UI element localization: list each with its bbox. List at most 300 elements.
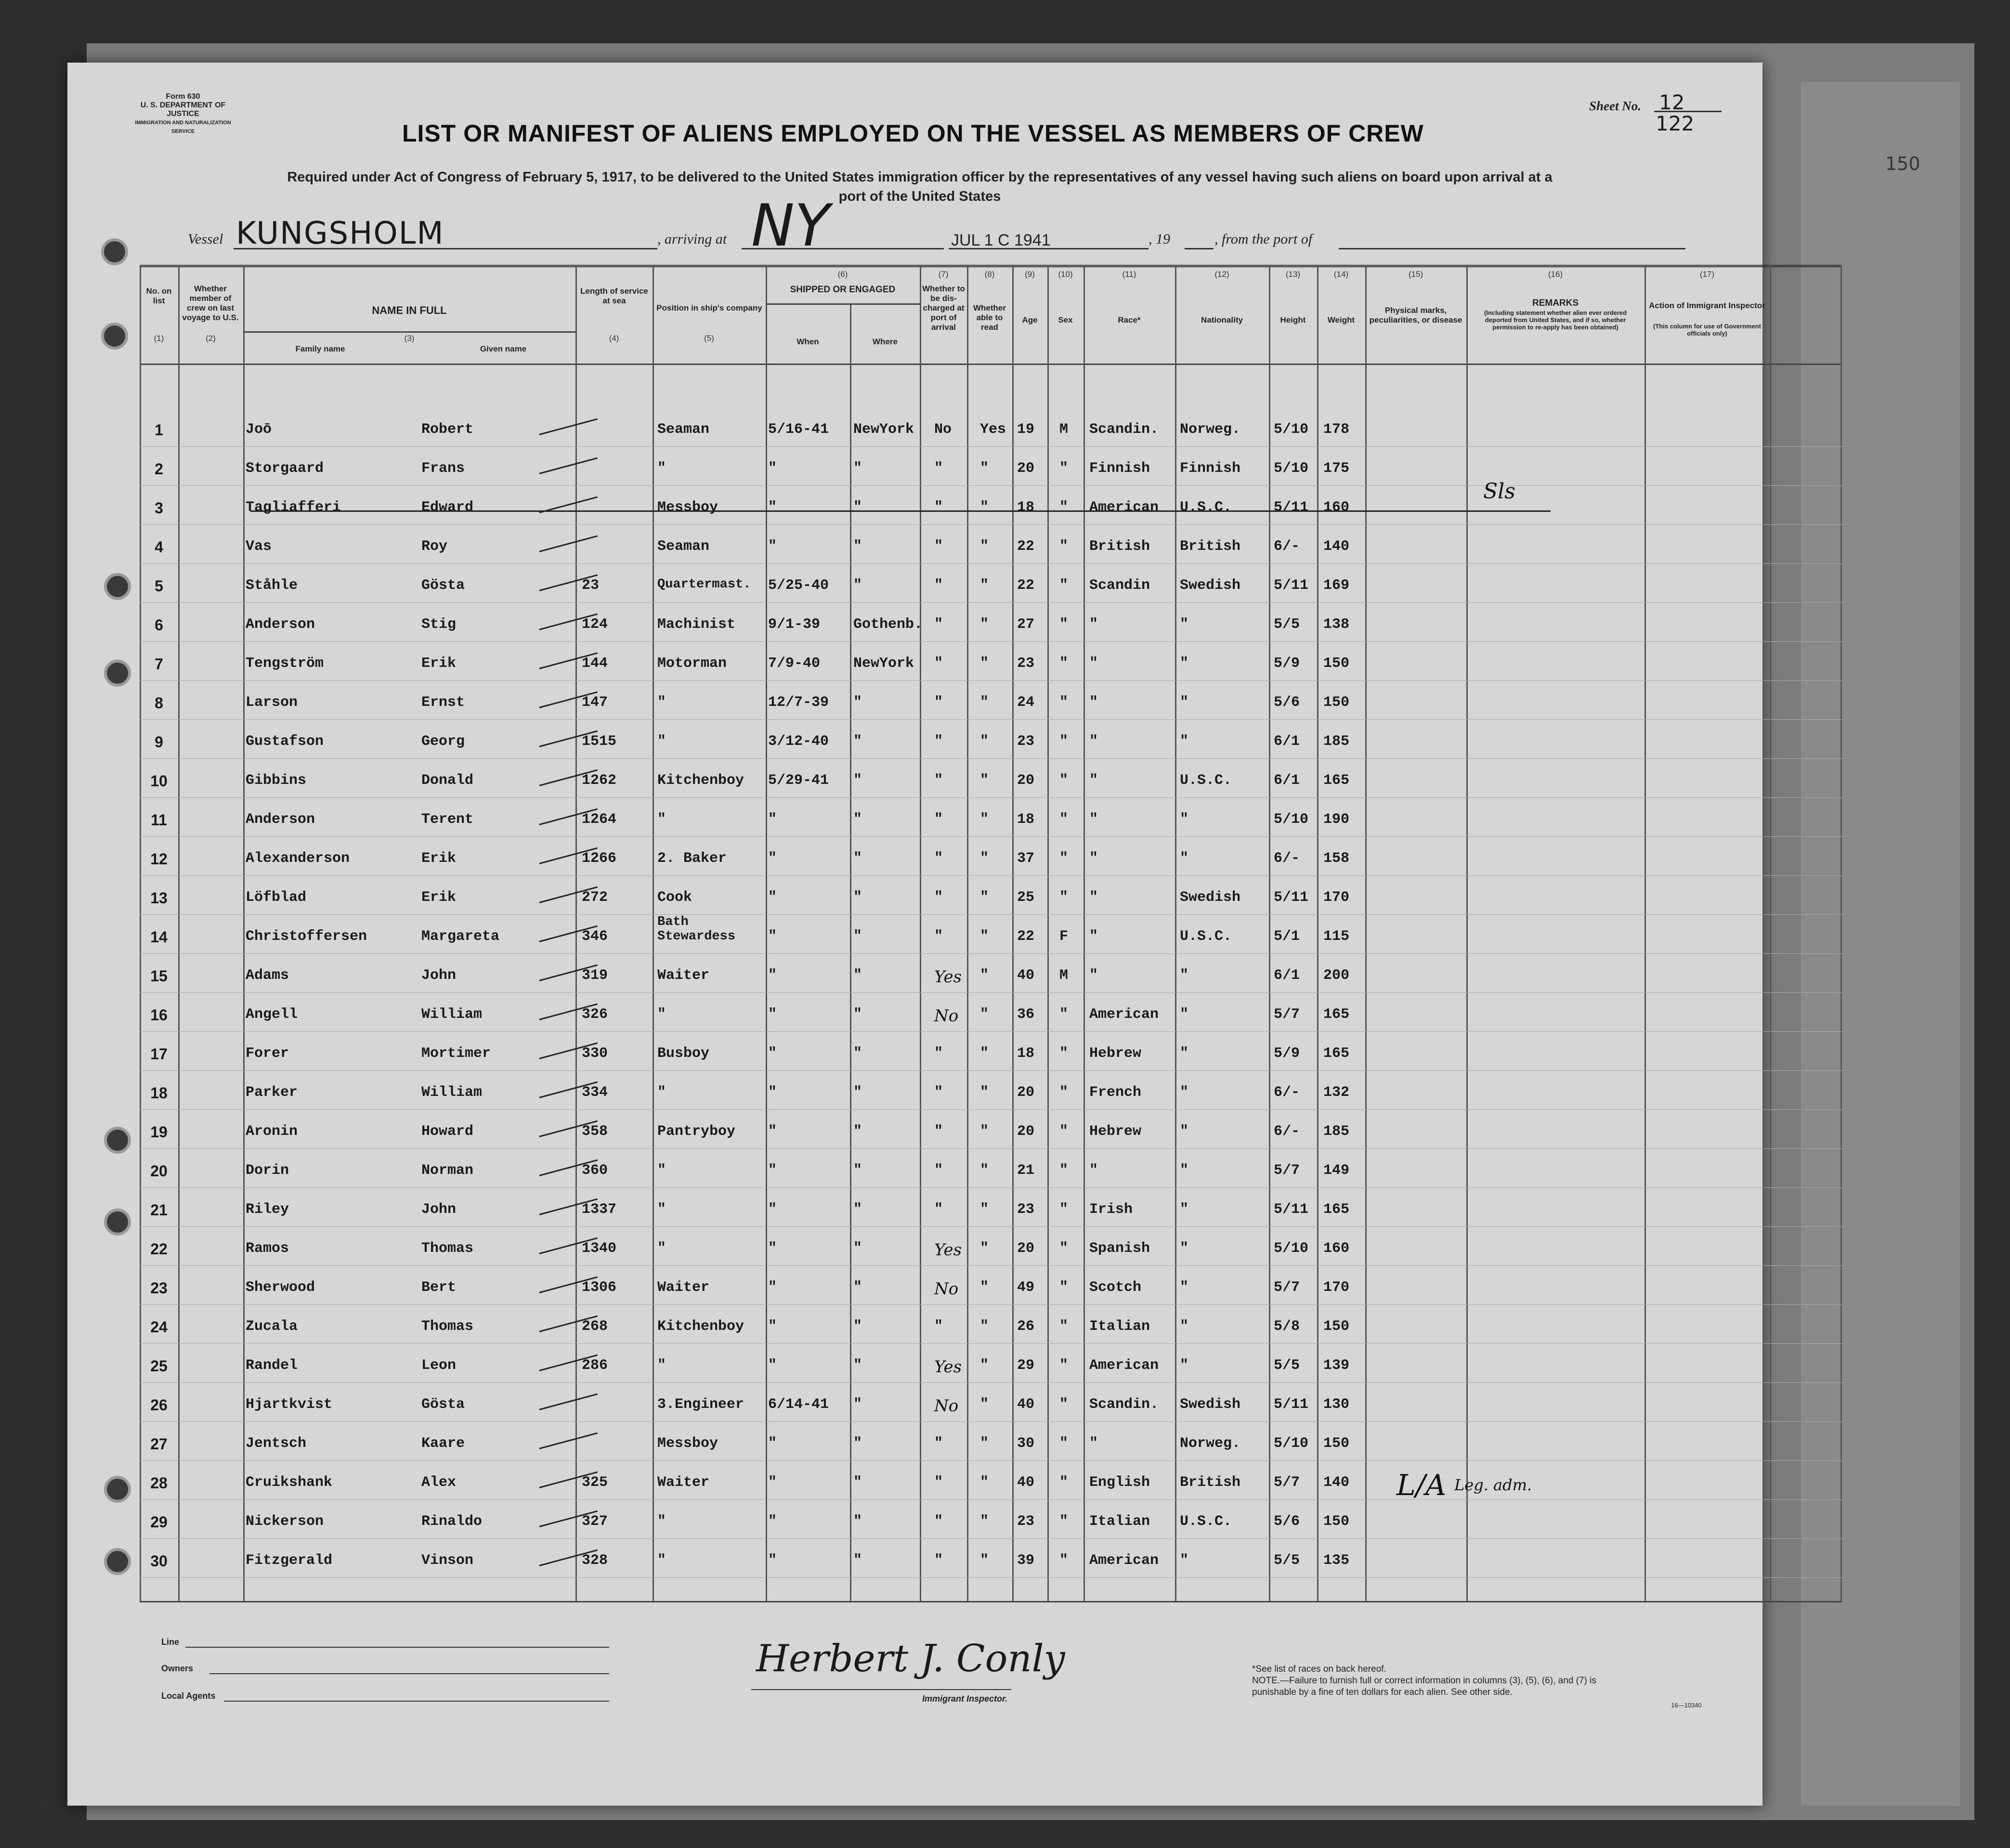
col-header-given: Given name xyxy=(480,344,527,353)
cell-height: 5/10 xyxy=(1274,1240,1309,1257)
col-header-last-voyage: Whether member of crew on last voyage to U.S. xyxy=(182,284,239,322)
cell-where: NewYork xyxy=(853,421,914,438)
cell-position: " xyxy=(657,811,666,828)
cell-height: 5/10 xyxy=(1274,421,1309,438)
column-rule xyxy=(1012,265,1014,1601)
cell-height: 5/11 xyxy=(1274,577,1309,594)
cell-when: " xyxy=(768,889,777,906)
cell-given: Thomas xyxy=(421,1240,474,1257)
cell-position: " xyxy=(657,1357,666,1374)
cell-position: Messboy xyxy=(657,1435,718,1452)
cell-race: American xyxy=(1089,1552,1159,1569)
cell-when: " xyxy=(768,1318,777,1335)
cell-age: 20 xyxy=(1017,772,1035,789)
cell-height: 5/7 xyxy=(1274,1162,1300,1179)
cell-weight: 139 xyxy=(1323,1357,1350,1374)
row-rule xyxy=(140,1304,1842,1305)
cell-family: Christoffersen xyxy=(246,928,367,945)
cell-disch: " xyxy=(934,1552,943,1569)
cell-sex: " xyxy=(1059,499,1069,516)
cell-nationality: " xyxy=(1180,967,1189,984)
cell-when: " xyxy=(768,811,777,828)
cell-race: British xyxy=(1089,538,1150,555)
cell-no: 18 xyxy=(150,1084,168,1102)
cell-given: William xyxy=(421,1084,483,1101)
cell-service: 327 xyxy=(582,1513,608,1530)
cell-service: 144 xyxy=(582,655,608,672)
cell-position: Seaman xyxy=(657,421,710,438)
cell-race: Finnish xyxy=(1089,460,1150,477)
cell-nationality: " xyxy=(1180,733,1189,750)
cell-when: " xyxy=(768,967,777,984)
cell-no: 17 xyxy=(150,1045,168,1063)
cell-weight: 150 xyxy=(1323,694,1350,711)
cell-when: " xyxy=(768,1474,777,1491)
cell-race: Spanish xyxy=(1089,1240,1150,1257)
row-rule xyxy=(140,1343,1842,1344)
cell-given: Norman xyxy=(421,1162,474,1179)
cell-when: 5/16-41 xyxy=(768,421,829,438)
cell-given: Rinaldo xyxy=(421,1513,483,1530)
cell-read: " xyxy=(980,850,989,867)
cell-position: 3.Engineer xyxy=(657,1396,744,1413)
cell-disch: " xyxy=(934,772,943,789)
cell-disch: " xyxy=(934,1513,943,1530)
row-rule xyxy=(140,1265,1842,1266)
cell-position: " xyxy=(657,1084,666,1101)
cell-position: " xyxy=(657,733,666,750)
cell-weight: 158 xyxy=(1323,850,1350,867)
sheet-label: Sheet No. xyxy=(1589,99,1641,113)
cell-where: " xyxy=(853,1318,862,1335)
cell-position: " xyxy=(657,694,666,711)
cell-weight: 132 xyxy=(1323,1084,1350,1101)
cell-where: " xyxy=(853,967,862,984)
agents-label: Local Agents xyxy=(161,1691,216,1701)
cell-given: William xyxy=(421,1006,483,1023)
cell-given: Stig xyxy=(421,616,457,633)
cell-family: Sherwood xyxy=(246,1279,315,1296)
cell-given: Gösta xyxy=(421,1396,465,1413)
cell-nationality: " xyxy=(1180,1006,1189,1023)
cell-disch: " xyxy=(934,1318,943,1335)
row-rule xyxy=(140,992,1842,993)
row-rule xyxy=(140,719,1842,720)
arriving-label: , arriving at xyxy=(657,231,727,247)
cell-where: " xyxy=(853,889,862,906)
row-rule xyxy=(140,797,1842,798)
cell-height: 5/5 xyxy=(1274,1357,1300,1374)
cell-nationality: " xyxy=(1180,1240,1189,1257)
cell-read: " xyxy=(980,616,989,633)
cell-read: " xyxy=(980,655,989,672)
col-header-discharged: Whether to be dis-charged at port of arrival xyxy=(922,284,965,332)
cell-family: Dorin xyxy=(246,1162,289,1179)
cell-disch: No xyxy=(934,1279,959,1299)
races-note: *See list of races on back hereof. xyxy=(1252,1664,1386,1674)
cell-age: 40 xyxy=(1017,1396,1035,1413)
cell-read: " xyxy=(980,1162,989,1179)
cell-no: 6 xyxy=(155,616,163,634)
cell-disch: " xyxy=(934,1474,943,1491)
date-underline xyxy=(949,248,1149,249)
col-header-action: Action of Immigrant Inspector xyxy=(1649,301,1765,310)
row-rule xyxy=(140,1148,1842,1149)
row-rule xyxy=(140,1070,1842,1071)
cell-age: 40 xyxy=(1017,1474,1035,1491)
cell-age: 20 xyxy=(1017,460,1035,477)
cell-height: 5/5 xyxy=(1274,1552,1300,1569)
cell-no: 30 xyxy=(150,1552,168,1570)
cell-position: " xyxy=(657,1240,666,1257)
cell-no: 12 xyxy=(150,850,168,868)
row-rule xyxy=(140,1460,1842,1461)
cell-height: 5/11 xyxy=(1274,1396,1309,1413)
cell-age: 30 xyxy=(1017,1435,1035,1452)
cell-nationality: Norweg. xyxy=(1180,1435,1241,1452)
cell-race: English xyxy=(1089,1474,1150,1491)
name-divider xyxy=(243,331,575,333)
cell-height: 5/9 xyxy=(1274,655,1300,672)
cell-read: " xyxy=(980,1435,989,1452)
cell-weight: 165 xyxy=(1323,1201,1350,1218)
cell-read: " xyxy=(980,1006,989,1023)
cell-disch: " xyxy=(934,889,943,906)
owners-underline xyxy=(209,1673,609,1674)
cell-position: Machinist xyxy=(657,616,736,633)
column-rule xyxy=(1840,265,1842,1601)
cell-service: 286 xyxy=(582,1357,608,1374)
cell-age: 39 xyxy=(1017,1552,1035,1569)
cell-where: " xyxy=(853,928,862,945)
cell-weight: 175 xyxy=(1323,460,1350,477)
cell-disch: " xyxy=(934,616,943,633)
cell-height: 6/- xyxy=(1274,850,1300,867)
row-rule xyxy=(140,680,1842,681)
column-rule xyxy=(1770,265,1771,1601)
cell-disch: Yes xyxy=(934,967,962,987)
cell-where: " xyxy=(853,1435,862,1452)
cell-age: 24 xyxy=(1017,694,1035,711)
sheet-number-alt: 122 xyxy=(1656,112,1695,135)
cell-family: Ståhle xyxy=(246,577,298,594)
cell-nationality: " xyxy=(1180,811,1189,828)
cell-when: 5/29-41 xyxy=(768,772,829,789)
cell-no: 21 xyxy=(150,1201,168,1219)
shipped-divider xyxy=(766,303,920,305)
cell-race: " xyxy=(1089,655,1098,672)
check-mark xyxy=(539,418,598,435)
cell-position: Messboy xyxy=(657,499,718,516)
cell-height: 5/5 xyxy=(1274,616,1300,633)
column-rule xyxy=(1645,265,1646,1601)
sheet-number: 12 xyxy=(1659,91,1685,114)
column-number: (6) xyxy=(837,270,848,279)
cell-position: Busboy xyxy=(657,1045,710,1062)
cell-family: Riley xyxy=(246,1201,289,1218)
cell-given: Howard xyxy=(421,1123,474,1140)
cell-race: " xyxy=(1089,967,1098,984)
footer-notes xyxy=(1252,1664,1637,1698)
cell-no: 11 xyxy=(151,811,167,829)
cell-nationality: " xyxy=(1180,1084,1189,1101)
cell-nationality: " xyxy=(1180,1045,1189,1062)
cell-where: " xyxy=(853,1006,862,1023)
cell-disch: " xyxy=(934,538,943,555)
cell-no: 20 xyxy=(150,1162,168,1180)
col-header-action-note: (This column for use of Government officials only) xyxy=(1653,323,1761,337)
cell-where: " xyxy=(853,1045,862,1062)
col-header-when: When xyxy=(796,337,819,346)
cell-disch: " xyxy=(934,694,943,711)
cell-weight: 165 xyxy=(1323,1006,1350,1023)
cell-weight: 115 xyxy=(1323,928,1350,945)
cell-sex: " xyxy=(1059,733,1069,750)
col-header-no: No. on list xyxy=(146,286,172,305)
cell-when: " xyxy=(768,1513,777,1530)
cell-where: " xyxy=(853,1396,862,1413)
column-rule xyxy=(1083,265,1085,1601)
column-rule xyxy=(1466,265,1468,1601)
cell-service: 358 xyxy=(582,1123,608,1140)
col-header-read: Whether able to read xyxy=(973,303,1006,332)
cell-no: 27 xyxy=(150,1435,168,1453)
cell-family: Gustafson xyxy=(246,733,324,750)
cell-sex: " xyxy=(1059,1513,1069,1530)
cell-service: 1262 xyxy=(582,772,617,789)
cell-service: 1337 xyxy=(582,1201,617,1218)
cell-when: " xyxy=(768,1123,777,1140)
cell-family: Ramos xyxy=(246,1240,289,1257)
cell-age: 22 xyxy=(1017,577,1035,594)
punch-hole xyxy=(104,1209,131,1236)
punch-hole xyxy=(101,238,128,265)
cell-where: " xyxy=(853,1279,862,1296)
column-number: (13) xyxy=(1285,270,1301,279)
cell-weight: 149 xyxy=(1323,1162,1350,1179)
cell-family: Storgaard xyxy=(246,460,324,477)
cell-sex: " xyxy=(1059,1279,1069,1296)
cell-age: 21 xyxy=(1017,1162,1035,1179)
cell-given: Margareta xyxy=(421,928,500,945)
row-rule xyxy=(140,836,1842,837)
cell-read: " xyxy=(980,1201,989,1218)
date-stamp: JUL 1 C 1941 xyxy=(951,231,1051,249)
cell-sex: M xyxy=(1059,967,1069,984)
cell-where: " xyxy=(853,460,862,477)
cell-sex: " xyxy=(1059,655,1069,672)
cell-position: " xyxy=(657,1006,666,1023)
cell-no: 25 xyxy=(150,1357,168,1375)
cell-where: NewYork xyxy=(853,655,914,672)
cell-given: Robert xyxy=(421,421,474,438)
cell-race: " xyxy=(1089,850,1098,867)
cell-sex: " xyxy=(1059,1240,1069,1257)
cell-when: 5/25-40 xyxy=(768,577,829,594)
column-rule xyxy=(1317,265,1318,1601)
cell-service: 147 xyxy=(582,694,608,711)
col-header-age: Age xyxy=(1022,315,1038,325)
cell-service: 1264 xyxy=(582,811,617,828)
cell-service: 346 xyxy=(582,928,608,945)
cell-given: Donald xyxy=(421,772,474,789)
cell-age: 18 xyxy=(1017,1045,1035,1062)
column-number: (15) xyxy=(1408,270,1423,279)
cell-age: 23 xyxy=(1017,733,1035,750)
cell-nationality: U.S.C. xyxy=(1180,1513,1232,1530)
cell-when: 12/7-39 xyxy=(768,694,829,711)
cell-disch: " xyxy=(934,460,943,477)
cell-position: " xyxy=(657,1552,666,1569)
column-rule xyxy=(850,303,851,1601)
cell-given: John xyxy=(421,967,457,984)
cell-where: " xyxy=(853,1123,862,1140)
cell-read: " xyxy=(980,733,989,750)
row-rule xyxy=(140,602,1842,603)
cell-family: Angell xyxy=(246,1006,298,1023)
cell-sex: " xyxy=(1059,1435,1069,1452)
col-header-service: Length of service at sea xyxy=(580,286,648,305)
cell-when: " xyxy=(768,1552,777,1569)
cell-height: 6/1 xyxy=(1274,733,1300,750)
cell-age: 23 xyxy=(1017,655,1035,672)
header-bottom-border xyxy=(140,364,1842,365)
punch-hole xyxy=(104,1548,131,1575)
cell-read: " xyxy=(980,1084,989,1101)
cell-race: " xyxy=(1089,616,1098,633)
cell-service: 268 xyxy=(582,1318,608,1335)
cell-race: Italian xyxy=(1089,1318,1150,1335)
cell-where: " xyxy=(853,538,862,555)
cell-given: Leon xyxy=(421,1357,457,1374)
cell-height: 5/11 xyxy=(1274,889,1309,906)
cell-where: " xyxy=(853,1552,862,1569)
cell-height: 5/9 xyxy=(1274,1045,1300,1062)
from-port-underline xyxy=(1339,248,1685,249)
cell-read: " xyxy=(980,928,989,945)
cell-service: 328 xyxy=(582,1552,608,1569)
cell-age: 19 xyxy=(1017,421,1035,438)
cell-age: 40 xyxy=(1017,967,1035,984)
background-sheet-edge xyxy=(1801,82,1960,1806)
cell-sex: " xyxy=(1059,1162,1069,1179)
cell-service: 334 xyxy=(582,1084,608,1101)
cell-service: 272 xyxy=(582,889,608,906)
cell-age: 22 xyxy=(1017,538,1035,555)
cell-weight: 165 xyxy=(1323,1045,1350,1062)
cell-read: " xyxy=(980,1552,989,1569)
col-header-sex: Sex xyxy=(1058,315,1073,325)
cell-read: " xyxy=(980,1396,989,1413)
cell-sex: " xyxy=(1059,1201,1069,1218)
cell-sex: " xyxy=(1059,772,1069,789)
manifest-page xyxy=(67,63,1920,1806)
cell-height: 6/1 xyxy=(1274,772,1300,789)
cell-read: " xyxy=(980,1123,989,1140)
cell-when: " xyxy=(768,538,777,555)
cell-no: 29 xyxy=(150,1513,168,1531)
cell-no: 19 xyxy=(150,1123,168,1141)
cell-family: Aronin xyxy=(246,1123,298,1140)
cell-sex: " xyxy=(1059,889,1069,906)
column-rule xyxy=(178,265,180,1601)
cell-race: Italian xyxy=(1089,1513,1150,1530)
cell-height: 5/11 xyxy=(1274,1201,1309,1218)
cell-weight: 170 xyxy=(1323,1279,1350,1296)
column-number: (10) xyxy=(1058,270,1073,279)
cell-height: 5/11 xyxy=(1274,499,1309,516)
cell-position: Motorman xyxy=(657,655,727,672)
cell-family: Nickerson xyxy=(246,1513,324,1530)
column-number: (14) xyxy=(1333,270,1349,279)
cell-race: " xyxy=(1089,772,1098,789)
col-header-family: Family name xyxy=(295,344,345,353)
remark-row-28: Leg. adm. xyxy=(1454,1476,1532,1494)
cell-age: 49 xyxy=(1017,1279,1035,1296)
column-rule xyxy=(653,265,654,1601)
cell-sex: " xyxy=(1059,1084,1069,1101)
cell-sex: " xyxy=(1059,1318,1069,1335)
year-label: , 19 xyxy=(1149,231,1170,247)
cell-sex: " xyxy=(1059,1396,1069,1413)
cell-age: 20 xyxy=(1017,1123,1035,1140)
cell-height: 5/10 xyxy=(1274,811,1309,828)
cell-disch: Yes xyxy=(934,1357,962,1377)
cell-given: Bert xyxy=(421,1279,457,1296)
col-header-shipped: SHIPPED OR ENGAGED xyxy=(790,285,896,295)
col-header-race: Race* xyxy=(1118,315,1141,325)
cell-race: American xyxy=(1089,1357,1159,1374)
cell-family: Jentsch xyxy=(246,1435,307,1452)
cell-weight: 150 xyxy=(1323,1435,1350,1452)
cell-race: Scandin. xyxy=(1089,421,1159,438)
cell-weight: 150 xyxy=(1323,1513,1350,1530)
cell-race: Scandin xyxy=(1089,577,1150,594)
cell-where: " xyxy=(853,850,862,867)
vessel-label: Vessel xyxy=(188,231,223,247)
column-number: (5) xyxy=(704,334,714,343)
cell-family: Randel xyxy=(246,1357,298,1374)
cell-when: " xyxy=(768,499,777,516)
cell-read: " xyxy=(980,538,989,555)
cell-service: 1306 xyxy=(582,1279,617,1296)
cell-where: " xyxy=(853,1240,862,1257)
col-header-height: Height xyxy=(1280,315,1306,325)
cell-family: Löfblad xyxy=(246,889,307,906)
cell-height: 6/1 xyxy=(1274,967,1300,984)
cell-nationality: U.S.C. xyxy=(1180,499,1232,516)
cell-nationality: British xyxy=(1180,1474,1241,1491)
line-label: Line xyxy=(161,1637,180,1647)
cell-where: Gothenb. xyxy=(853,616,923,633)
row-rule xyxy=(140,1421,1842,1422)
cell-where: " xyxy=(853,499,862,516)
cell-age: 23 xyxy=(1017,1201,1035,1218)
cell-race: Scotch xyxy=(1089,1279,1142,1296)
cell-sex: " xyxy=(1059,538,1069,555)
year-underline xyxy=(1185,248,1214,249)
subtitle xyxy=(164,168,1676,206)
check-mark xyxy=(539,1393,598,1410)
cell-read: " xyxy=(980,1279,989,1296)
cell-nationality: " xyxy=(1180,1318,1189,1335)
cell-age: 27 xyxy=(1017,616,1035,633)
cell-family: Parker xyxy=(246,1084,298,1101)
cell-age: 23 xyxy=(1017,1513,1035,1530)
cell-position: " xyxy=(657,1201,666,1218)
cell-sex: F xyxy=(1059,928,1069,945)
owners-label: Owners xyxy=(161,1664,194,1673)
